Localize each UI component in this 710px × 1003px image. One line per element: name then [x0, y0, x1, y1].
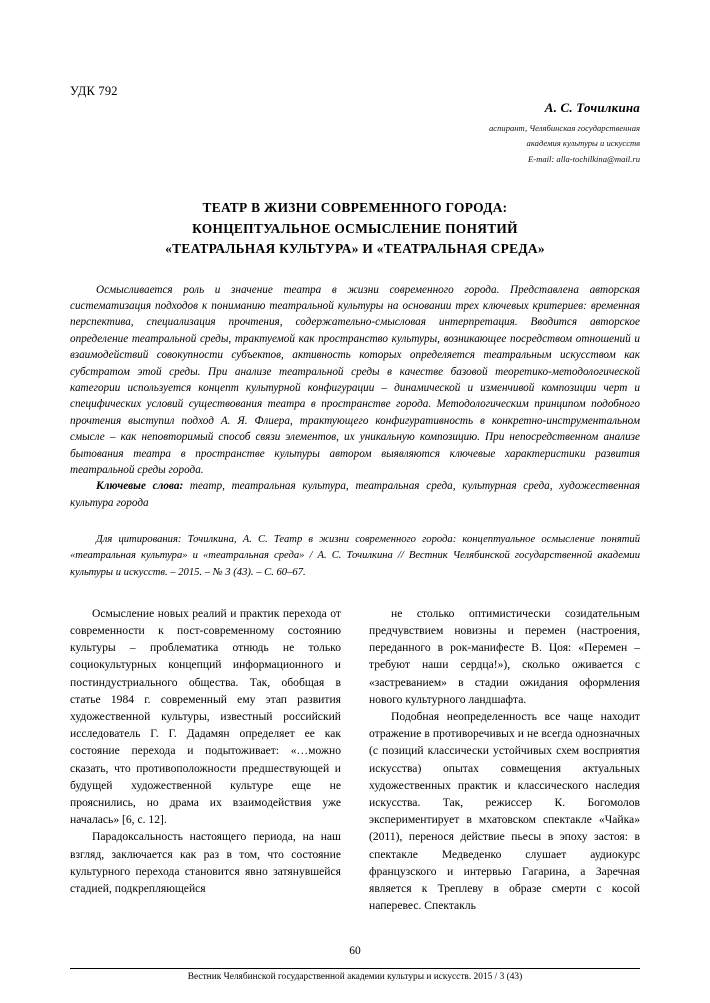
paragraph: не столько оптимистически созидательным предчувствием новизны и перемен (настроения, переданного в рок-манифесте В. Цоя: «Перемен – требуют наши сердца!»), сколько оживается с «застреванием» в стадии ожидания оформления нового культурного ландшафта.: [369, 606, 640, 706]
title-line-1: ТЕАТР В ЖИЗНИ СОВРЕМЕННОГО ГОРОДА:: [202, 200, 508, 215]
page-title: [70, 198, 640, 260]
udk-row: [70, 84, 640, 102]
body-columns: [70, 605, 640, 915]
keywords-text: театр, театральная культура, театральная среда, культурная среда, художественная культура города: [70, 480, 640, 509]
footer-journal-line: Вестник Челябинской государственной академии культуры и искусств. 2015 / 3 (43): [187, 972, 523, 982]
title-line-2: КОНЦЕПТУАЛЬНОЕ ОСМЫСЛЕНИЕ ПОНЯТИЙ: [192, 220, 518, 236]
paragraph: Осмысление новых реалий и практик перехода от современности к пост-современному состоянию культуры – проблематика отнюдь не только социокультурных концепций информационного и постиндустриального общества. Так, обобщая в статье 1984 г. современный ему этап развития художественной культуры, известный российский исследователь Г. Г. Дадамян определяет ее как состояние перехода и подытоживает: «…можно сказать, что противоположности предшествующей и будущей художественной культуре еще не прояснились, но драма их взаимодействия уже началась» [6, с. 12].: [70, 606, 341, 827]
author-block: [70, 100, 640, 164]
page-number: 60: [349, 945, 361, 957]
abstract-text: Осмысливается роль и значение театра в жизни современного города. Представлена авторская систематизация подходов к пониманию театральной культуры на основании трех ключевых критериев: временная перспектива, специализация прочтения, содержательно-смысловая интерпретация. Вводится авторское определение театральной среды, трактуемой как пространство культуры, возникающее посредством отношений и взаимодействий совокупности субъектов, активность которых определяется театральным искусством как субстратом этой среды. При анализе театральной среды в качестве базовой теоретико-методологической категории используется концепт культурной конфигурации – динамической и изменчивой композиции черт и специфических условий существования театра в пространстве города. Методологическим принципом подобного прочтения выступил подход А. Я. Флиера, трактующего конфигуративность в конкретно-инструментальном смысле – как неповторимый способ связи элементов, их уникальную композицию. При непосредственном анализе бытования театра в пространстве культуры автором выявляются ключевые характеристики развития театральной среды города.: [70, 283, 640, 476]
author-email: E-mail: alla-tochilkina@mail.ru: [528, 154, 640, 164]
paragraph: Подобная неопределенность все чаще находит отражение в противоречивых и не всегда однозначных (с позиций классически устойчивых схем восприятия искусства) опытах совмещения актуальных художественных практик и классического наследия искусства. Так, режиссер К. Богомолов экспериментирует в мхатовском спектакле «Чайка» (2011), перенося действие пьесы в эпоху застоя: в спектакле Медведенко слушает аудиокурс французского и интервью Гагарина, а Заречная является к Треплеву в образе смерти с косой наперевес. Спектакль: [369, 710, 640, 913]
keywords-line: [70, 478, 640, 511]
keywords-label: Ключевые слова:: [96, 480, 184, 493]
title-line-3: «ТЕАТРАЛЬНАЯ КУЛЬТУРА» И «ТЕАТРАЛЬНАЯ СРЕДА»: [165, 241, 545, 256]
udk-code: УДК 792: [70, 84, 118, 98]
left-column: [70, 605, 341, 915]
paragraph: Парадоксальность настоящего периода, на наш взгляд, заключается как раз в том, что состояние культурного перехода становится явно затянувшейся стадией, подкрепляющейся: [70, 830, 341, 896]
citation-note: Для цитирования: Точилкина, А. С. Театр в жизни современного города: концептуальное осмысление понятий «театральная культура» и «театральная среда» / А. С. Точилкина // Вестник Челябинской государственной академии культуры и искусств. – 2015. – № 3 (43). – С. 60–67.: [70, 534, 640, 578]
page-content: [70, 84, 640, 914]
author-affiliation-line-1: аспирант, Челябинская государственная: [488, 123, 640, 133]
author-affiliation-line-2: академия культуры и искусств: [526, 138, 640, 148]
right-column: [369, 605, 640, 915]
author-name: А. С. Точилкина: [544, 100, 640, 115]
footer-divider: [70, 968, 640, 969]
